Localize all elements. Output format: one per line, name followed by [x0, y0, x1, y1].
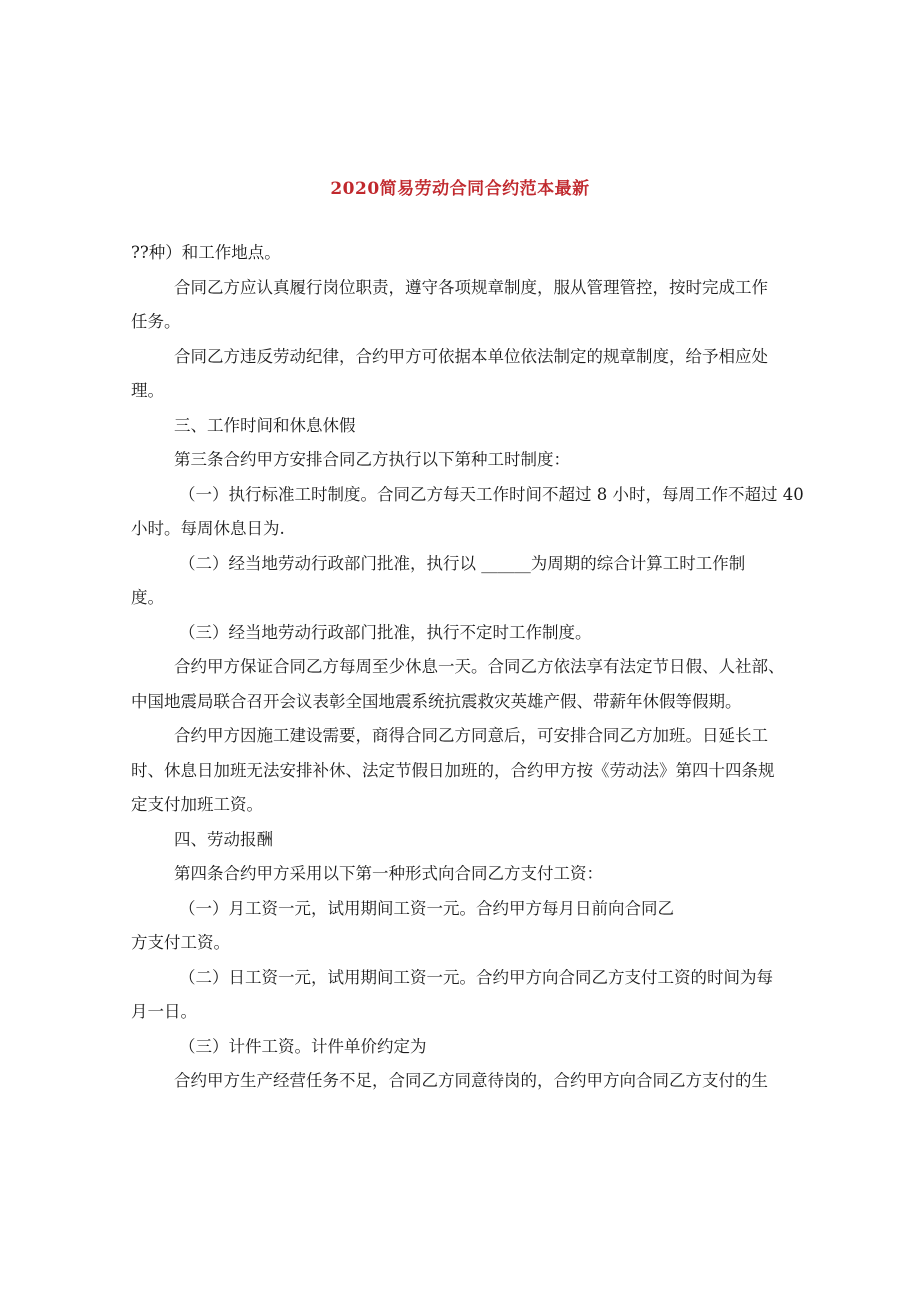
paragraph-line: 第三条合约甲方安排合同乙方执行以下第种工时制度：	[174, 450, 570, 469]
paragraph-line: 第四条合约甲方采用以下第一种形式向合同乙方支付工资：	[174, 864, 603, 883]
paragraph-line: 中国地震局联合召开会议表彰全国地震系统抗震救灾英雄产假、带薪年休假等假期。	[131, 691, 742, 711]
document-body	[131, 236, 804, 1099]
paragraph-line: 理。	[131, 381, 164, 400]
document-title: 2020简易劳动合同合约范本最新	[330, 179, 590, 199]
paragraph-line: 小时。每周休息日为.	[131, 519, 285, 538]
paragraph-line: ??种）和工作地点。	[131, 243, 281, 262]
paragraph-line: 任务。	[131, 312, 181, 331]
paragraph-line: 度。	[131, 588, 164, 607]
paragraph-line: 合同乙方违反劳动纪律，合约甲方可依据本单位依法制定的规章制度，给予相应处	[174, 346, 768, 366]
paragraph-line: （二）日工资一元，试用期间工资一元。合约甲方向合同乙方支付工资的时间为每	[179, 967, 773, 987]
section-heading: 四、劳动报酬	[174, 829, 273, 849]
paragraph-line: （一）月工资一元，试用期间工资一元。合约甲方每月日前向合同乙	[179, 898, 674, 918]
paragraph-line: （一）执行标准工时制度。合同乙方每天工作时间不超过 8 小时，每周工作不超过 40	[179, 484, 804, 504]
section-heading: 三、工作时间和休息休假	[174, 415, 356, 435]
paragraph-line: 定支付加班工资。	[131, 795, 263, 814]
paragraph-line: 合约甲方生产经营任务不足，合同乙方同意待岗的，合约甲方向合同乙方支付的生	[174, 1071, 768, 1090]
paragraph-line: 方支付工资。	[131, 933, 230, 952]
paragraph-line: （三）经当地劳动行政部门批准，执行不定时工作制度。	[179, 622, 592, 642]
paragraph-line: 月一日。	[131, 1002, 197, 1021]
paragraph-line: （二）经当地劳动行政部门批准，执行以 ______为周期的综合计算工时工作制	[179, 553, 746, 573]
paragraph-line: 合约甲方因施工建设需要，商得合同乙方同意后，可安排合同乙方加班。日延长工	[174, 726, 768, 745]
paragraph-line: 合同乙方应认真履行岗位职责，遵守各项规章制度，服从管理管控，按时完成工作	[174, 277, 768, 297]
paragraph-line: （三）计件工资。计件单价约定为	[179, 1036, 427, 1056]
paragraph-line: 时、休息日加班无法安排补休、法定节假日加班的，合约甲方按《劳动法》第四十四条规	[131, 760, 775, 780]
paragraph-line: 合约甲方保证合同乙方每周至少休息一天。合同乙方依法享有法定节日假、人社部、	[174, 657, 785, 676]
